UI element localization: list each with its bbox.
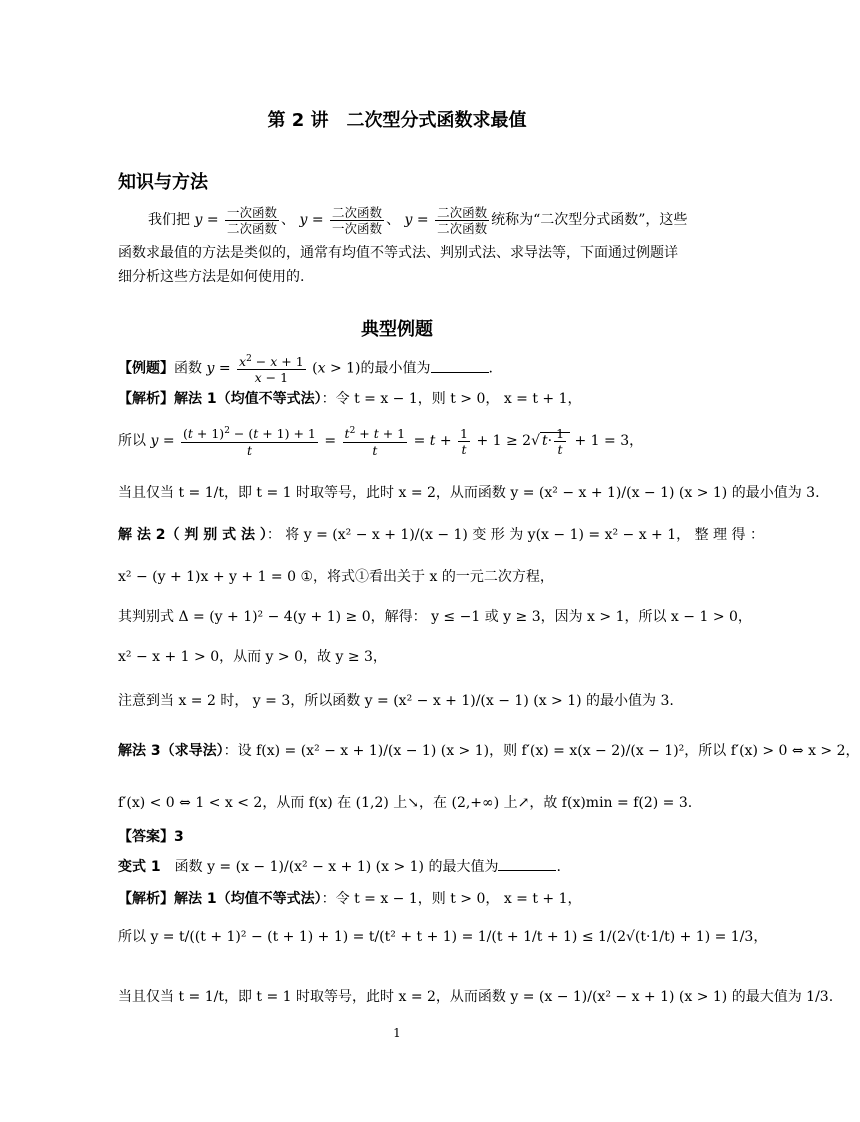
answer-blank: [431, 358, 489, 373]
section-heading-examples: 典型例题: [361, 319, 433, 340]
equation-line-11: f′(x) < 0 ⇔ 1 < x < 2，从而 f(x) 在 (1,2) 上↘，在 (2,+∞) 上↗，故 f(x)min = f(2) = 3.: [118, 795, 693, 811]
variant-answer-blank: [498, 856, 556, 871]
intro-fraction-2: $\frac{\text{二次函数}}{\text{一次函数}}$: [332, 204, 383, 236]
section-heading-knowledge: 知识与方法: [118, 172, 208, 193]
intro-fraction-3: $\frac{\text{二次函数}}{\text{二次函数}}$: [437, 204, 488, 236]
intro-fraction-1: $\frac{\text{一次函数}}{\text{二次函数}}$: [227, 204, 278, 236]
analysis-method-3: 解法 3（求导法）：设 f(x) = (x² − x + 1)/(x − 1) (x > 1)，则 f′(x) = x(x − 2)/(x − 1)²，所以 f′(x) > 0 ⇔ x > 2，: [118, 743, 860, 759]
equation-line-9: 注意到当 x = 2 时， y = 3，所以函数 y = (x² − x + 1)/(x − 1) (x > 1) 的最小值为 3.: [118, 693, 674, 709]
variant-equation-line-3: 所以 y = t/((t + 1)² − (t + 1) + 1) = t/(t² + t + 1) = 1/(t + 1/t + 1) ≤ 1/(2√(t·1/t) + 1) = 1/3，: [118, 929, 768, 945]
page-number: 1: [393, 1026, 401, 1040]
intro-line-2: 函数求最值的方法是类似的，通常有均值不等式法、判别式法、求导法等，下面通过例题详: [118, 245, 678, 261]
variant-equation-line-4: 当且仅当 t = 1/t，即 t = 1 时取等号，此时 x = 2，从而函数 y = (x − 1)/(x² − x + 1) (x > 1) 的最大值为 1/3.: [118, 989, 834, 1005]
example-statement: 【例题】函数 y = $\frac{x^2 - x + 1}{x - 1}$ (x > 1)的最小值为 .: [118, 354, 493, 386]
equation-line-3: 所以 y = $\frac{(t + 1)^2 - (t + 1) + 1}{t}$ = $\frac{t^2 + t + 1}{t}$ = t + $\frac{1}{t}$ + 1 ≥ 2√ t· $\frac{1}{t}$ + 1 = 3，: [118, 425, 644, 458]
variant-analysis-method-1: 【解析】解法 1（均值不等式法）：令 t = x − 1，则 t > 0， x = t + 1，: [118, 891, 582, 907]
equation-line-8: x² − x + 1 > 0，从而 y > 0，故 y ≥ 3，: [118, 649, 387, 665]
variant-statement: 变式 1 函数 y = (x − 1)/(x² − x + 1) (x > 1) 的最大值为 .: [118, 852, 678, 882]
equation-line-4: 当且仅当 t = 1/t，即 t = 1 时取等号，此时 x = 2，从而函数 y = (x² − x + 1)/(x − 1) (x > 1) 的最小值为 3.: [118, 485, 820, 501]
page-title: 第 2 讲 二次型分式函数求最值: [267, 110, 527, 131]
analysis-method-2: 解 法 2（ 判 别 式 法 ）： 将 y = (x² − x + 1)/(x − 1) 变 形 为 y(x − 1) = x² − x + 1， 整 理 得 ：: [118, 527, 764, 543]
equation-line-7: 其判别式 Δ = (y + 1)² − 4(y + 1) ≥ 0，解得： y ≤ −1 或 y ≥ 3，因为 x > 1，所以 x − 1 > 0，: [118, 609, 752, 625]
intro-line-1: 我们把 y = $\frac{\text{一次函数}}{\text{二次函数}}$ 、 y = $\frac{\text{二次函数}}{\text{一次函数}}$ 、 y = $\frac{\text{二次函数}}{\text{二次函数}}$ 统称为“二次型分式函数”，这些: [148, 204, 688, 236]
analysis-method-1: 【解析】解法 1（均值不等式法）：令 t = x − 1，则 t > 0， x = t + 1，: [118, 391, 582, 407]
intro-line-3: 细分析这些方法是如何使用的.: [118, 269, 305, 285]
equation-line-6: x² − (y + 1)x + y + 1 = 0 ①，将式①看出关于 x 的一元二次方程，: [118, 569, 554, 585]
answer-line: 【答案】3: [118, 829, 184, 845]
